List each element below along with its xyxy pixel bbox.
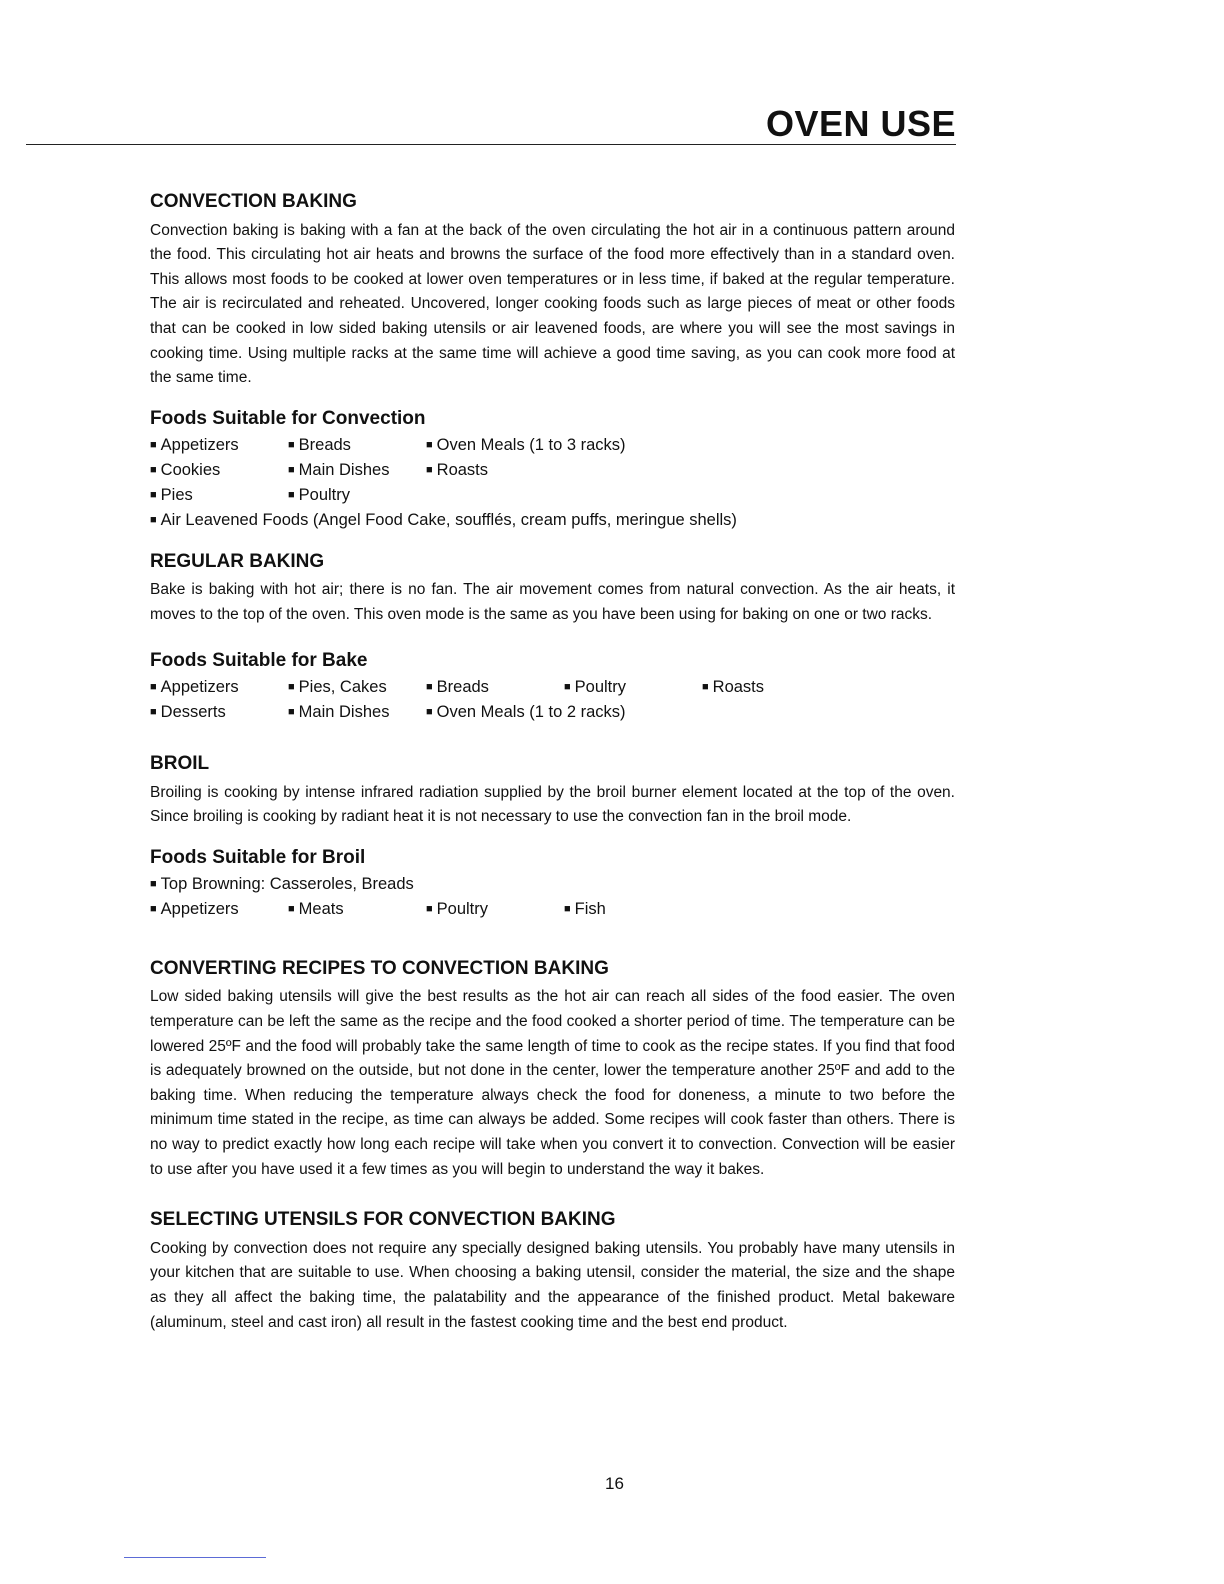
utensils-heading: SELECTING UTENSILS FOR CONVECTION BAKING bbox=[150, 1209, 616, 1231]
foods-bake-heading: Foods Suitable for Bake bbox=[150, 650, 368, 672]
list-item: ■ Fish bbox=[564, 898, 840, 923]
list-item: ■ Pies, Cakes bbox=[288, 676, 426, 701]
foods-broil-heading: Foods Suitable for Broil bbox=[150, 846, 366, 868]
convection-section bbox=[150, 190, 955, 391]
utensils-body: Cooking by convection does not require any specially designed baking utensils. You probably have many utensils in your kitchen that are suitable to use. When choosing a baking utensil, consider the material, the size and the shape as they all affect the baking time, the palatability and the appearance of the finished product. Metal bakeware (aluminum, steel and cast iron) all result in the fastest cooking time and the best end product. bbox=[150, 1239, 955, 1331]
converting-heading: CONVERTING RECIPES TO CONVECTION BAKING bbox=[150, 957, 609, 979]
converting-section bbox=[150, 957, 955, 1182]
regular-section bbox=[150, 550, 955, 628]
broil-body: Broiling is cooking by intense infrared radiation supplied by the broil burner element located at the top of the oven. Since broiling is cooking by radiant heat it is not necessary to use the convection fan in the broil mode. bbox=[150, 783, 955, 826]
list-item: ■ Top Browning: Casseroles, Breads bbox=[150, 873, 840, 898]
list-item: ■ Air Leavened Foods (Angel Food Cake, soufflés, cream puffs, meringue shells) bbox=[150, 509, 840, 534]
foods-broil-list bbox=[150, 873, 955, 923]
list-item: ■ Poultry bbox=[426, 898, 564, 923]
list-item: ■ Oven Meals (1 to 3 racks) bbox=[426, 434, 840, 459]
regular-heading: REGULAR BAKING bbox=[150, 550, 325, 572]
broil-section bbox=[150, 752, 955, 830]
convection-heading: CONVECTION BAKING bbox=[150, 191, 357, 212]
list-item: ■ Desserts bbox=[150, 701, 288, 726]
list-item: ■ Oven Meals (1 to 2 racks) bbox=[426, 701, 840, 726]
list-item: ■ Breads bbox=[288, 434, 426, 459]
page-number: 16 bbox=[605, 1474, 624, 1493]
page-content bbox=[150, 190, 955, 1351]
list-item: ■ Appetizers bbox=[150, 898, 288, 923]
list-item: ■ Poultry bbox=[288, 484, 840, 509]
foods-bake-list bbox=[150, 676, 955, 726]
page-title: OVEN USE bbox=[765, 103, 956, 144]
convection-body: Convection baking is baking with a fan at the back of the oven circulating the hot air in a continuous pattern around the food. This circulating hot air heats and browns the surface of the food more effectively than in a standard oven. This allows most foods to be cooked at lower oven temperatures or in less time, if baked at the regular temperature. The air is recirculated and reheated. Uncovered, longer cooking foods such as large pieces of meat or other foods that can be cooked in low sided baking utensils or air leavened foods, are where you will see the most savings in cooking time. Using multiple racks at the same time will achieve a good time saving, as you can cook more food at the same time. bbox=[150, 221, 955, 387]
list-item: ■ Appetizers bbox=[150, 676, 288, 701]
utensils-section bbox=[150, 1208, 955, 1335]
list-item: ■ Cookies bbox=[150, 459, 288, 484]
header-rule bbox=[26, 144, 956, 145]
foods-bake-section bbox=[150, 649, 955, 726]
list-item: ■ Poultry bbox=[564, 676, 702, 701]
list-item: ■ Meats bbox=[288, 898, 426, 923]
foods-convection-heading: Foods Suitable for Convection bbox=[150, 407, 426, 429]
foods-convection-list bbox=[150, 434, 955, 534]
regular-body: Bake is baking with hot air; there is no fan. The air movement comes from natural convection. As the air heats, it moves to the top of the oven. This oven mode is the same as you have been using for baking on one or two racks. bbox=[150, 581, 955, 623]
list-item: ■ Breads bbox=[426, 676, 564, 701]
foods-convection-section bbox=[150, 407, 955, 534]
foods-broil-section bbox=[150, 846, 955, 923]
list-item: ■ Main Dishes bbox=[288, 701, 426, 726]
broil-heading: BROIL bbox=[150, 753, 210, 775]
list-item: ■ Roasts bbox=[702, 676, 840, 701]
converting-body: Low sided baking utensils will give the best results as the hot air can reach all sides of the food easier. The oven temperature can be left the same as the recipe and the food cooked a shorter period of time. The temperature can be lowered 25ºF and the food will probably take the same length of time to cook as the recipe states. If you find that food is adequately browned on the outside, but not done in the center, lower the temperature another 25ºF and add to the baking time. When reducing the temperature always check the food for doneness, a minute to two before the minimum time stated in the recipe, as time can always be added. Some recipes will cook faster than others. There is no way to predict exactly how long each recipe will take when you convert it to convection. Convection will be easier to use after you have used it a few times as you will begin to understand the way it bakes. bbox=[150, 988, 955, 1178]
footer-rule bbox=[124, 1557, 266, 1558]
list-item: ■ Pies bbox=[150, 484, 288, 509]
list-item: ■ Roasts bbox=[426, 459, 840, 484]
list-item: ■ Appetizers bbox=[150, 434, 288, 459]
list-item: ■ Main Dishes bbox=[288, 459, 426, 484]
